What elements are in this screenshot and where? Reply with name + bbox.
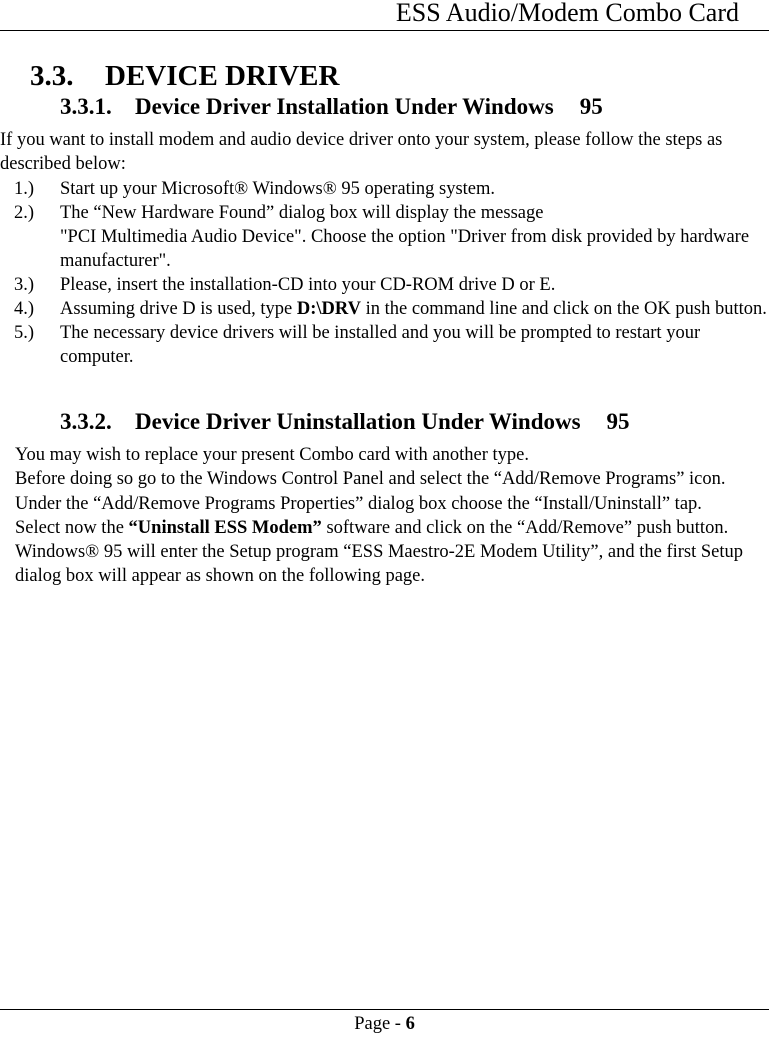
step-text: Please, insert the installation-CD into your CD-ROM drive D or E. (60, 275, 556, 295)
uninstall-software-name: “Uninstall ESS Modem” (128, 517, 322, 538)
uninstall-text-before: Select now the (15, 517, 129, 538)
uninstall-heading-number: 3.3.2. (60, 409, 112, 434)
step-item (0, 177, 769, 201)
step-text-line2: "PCI Multimedia Audio Device". Choose the option "Driver from disk provided by hardware manufacturer". (60, 227, 750, 271)
section-title: DEVICE DRIVER (105, 60, 340, 92)
page-header-title: ESS Audio/Modem Combo Card (395, 0, 739, 27)
section-heading (30, 59, 339, 93)
section-number: 3.3. (30, 60, 74, 92)
page-number: 6 (405, 1014, 415, 1034)
install-steps-list (0, 177, 769, 369)
step-number: 4.) (14, 299, 35, 319)
install-heading-number: 3.3.1. (60, 94, 112, 119)
footer-divider (0, 1009, 769, 1010)
uninstall-paragraph-3 (15, 516, 765, 589)
install-heading-title: Device Driver Installation Under Windows (135, 94, 554, 119)
step-number: 5.) (14, 323, 35, 343)
install-heading (60, 93, 603, 121)
uninstall-paragraph-2: Before doing so go to the Windows Control Panel and select the “Add/Remove Programs” icon. Under the “Add/Remove Programs Properties” dialog box choose the “Install/Uninstall” tap. (15, 469, 726, 514)
step-text-before: Assuming drive D is used, type (60, 299, 297, 319)
step-number: 1.) (14, 179, 35, 199)
step-item (0, 273, 769, 297)
header-divider (0, 30, 769, 31)
step-item (0, 297, 769, 321)
step-text: The necessary device drivers will be installed and you will be prompted to restart your computer. (60, 323, 701, 367)
step-item (0, 321, 769, 369)
step-number: 3.) (14, 275, 35, 295)
step-text: Start up your Microsoft® Windows® 95 operating system. (60, 179, 496, 199)
step-text-line1: The “New Hardware Found” dialog box will display the message (60, 203, 544, 223)
uninstall-heading (60, 408, 630, 436)
install-heading-version: 95 (579, 94, 603, 119)
uninstall-heading-version: 95 (606, 409, 630, 434)
uninstall-body (15, 443, 765, 589)
install-intro: If you want to install modem and audio device driver onto your system, please follow the steps as described below: (0, 130, 723, 174)
command-text: D:\DRV (296, 299, 361, 319)
page-label: Page - (354, 1014, 406, 1034)
step-item (0, 201, 769, 273)
page-footer (0, 1013, 769, 1035)
step-number: 2.) (14, 203, 35, 223)
uninstall-paragraph-1: You may wish to replace your present Combo card with another type. (15, 445, 529, 465)
uninstall-heading-title: Device Driver Uninstallation Under Windows (135, 409, 581, 434)
step-text (60, 297, 769, 321)
step-text-after: in the command line and click on the OK push button. (360, 299, 767, 319)
uninstall-text-after: software and click on the “Add/Remove” push button. Windows® 95 will enter the Setup program “ESS Maestro-2E Modem Utility”, and the first Setup dialog box will appear as shown on the following page. (15, 517, 744, 587)
